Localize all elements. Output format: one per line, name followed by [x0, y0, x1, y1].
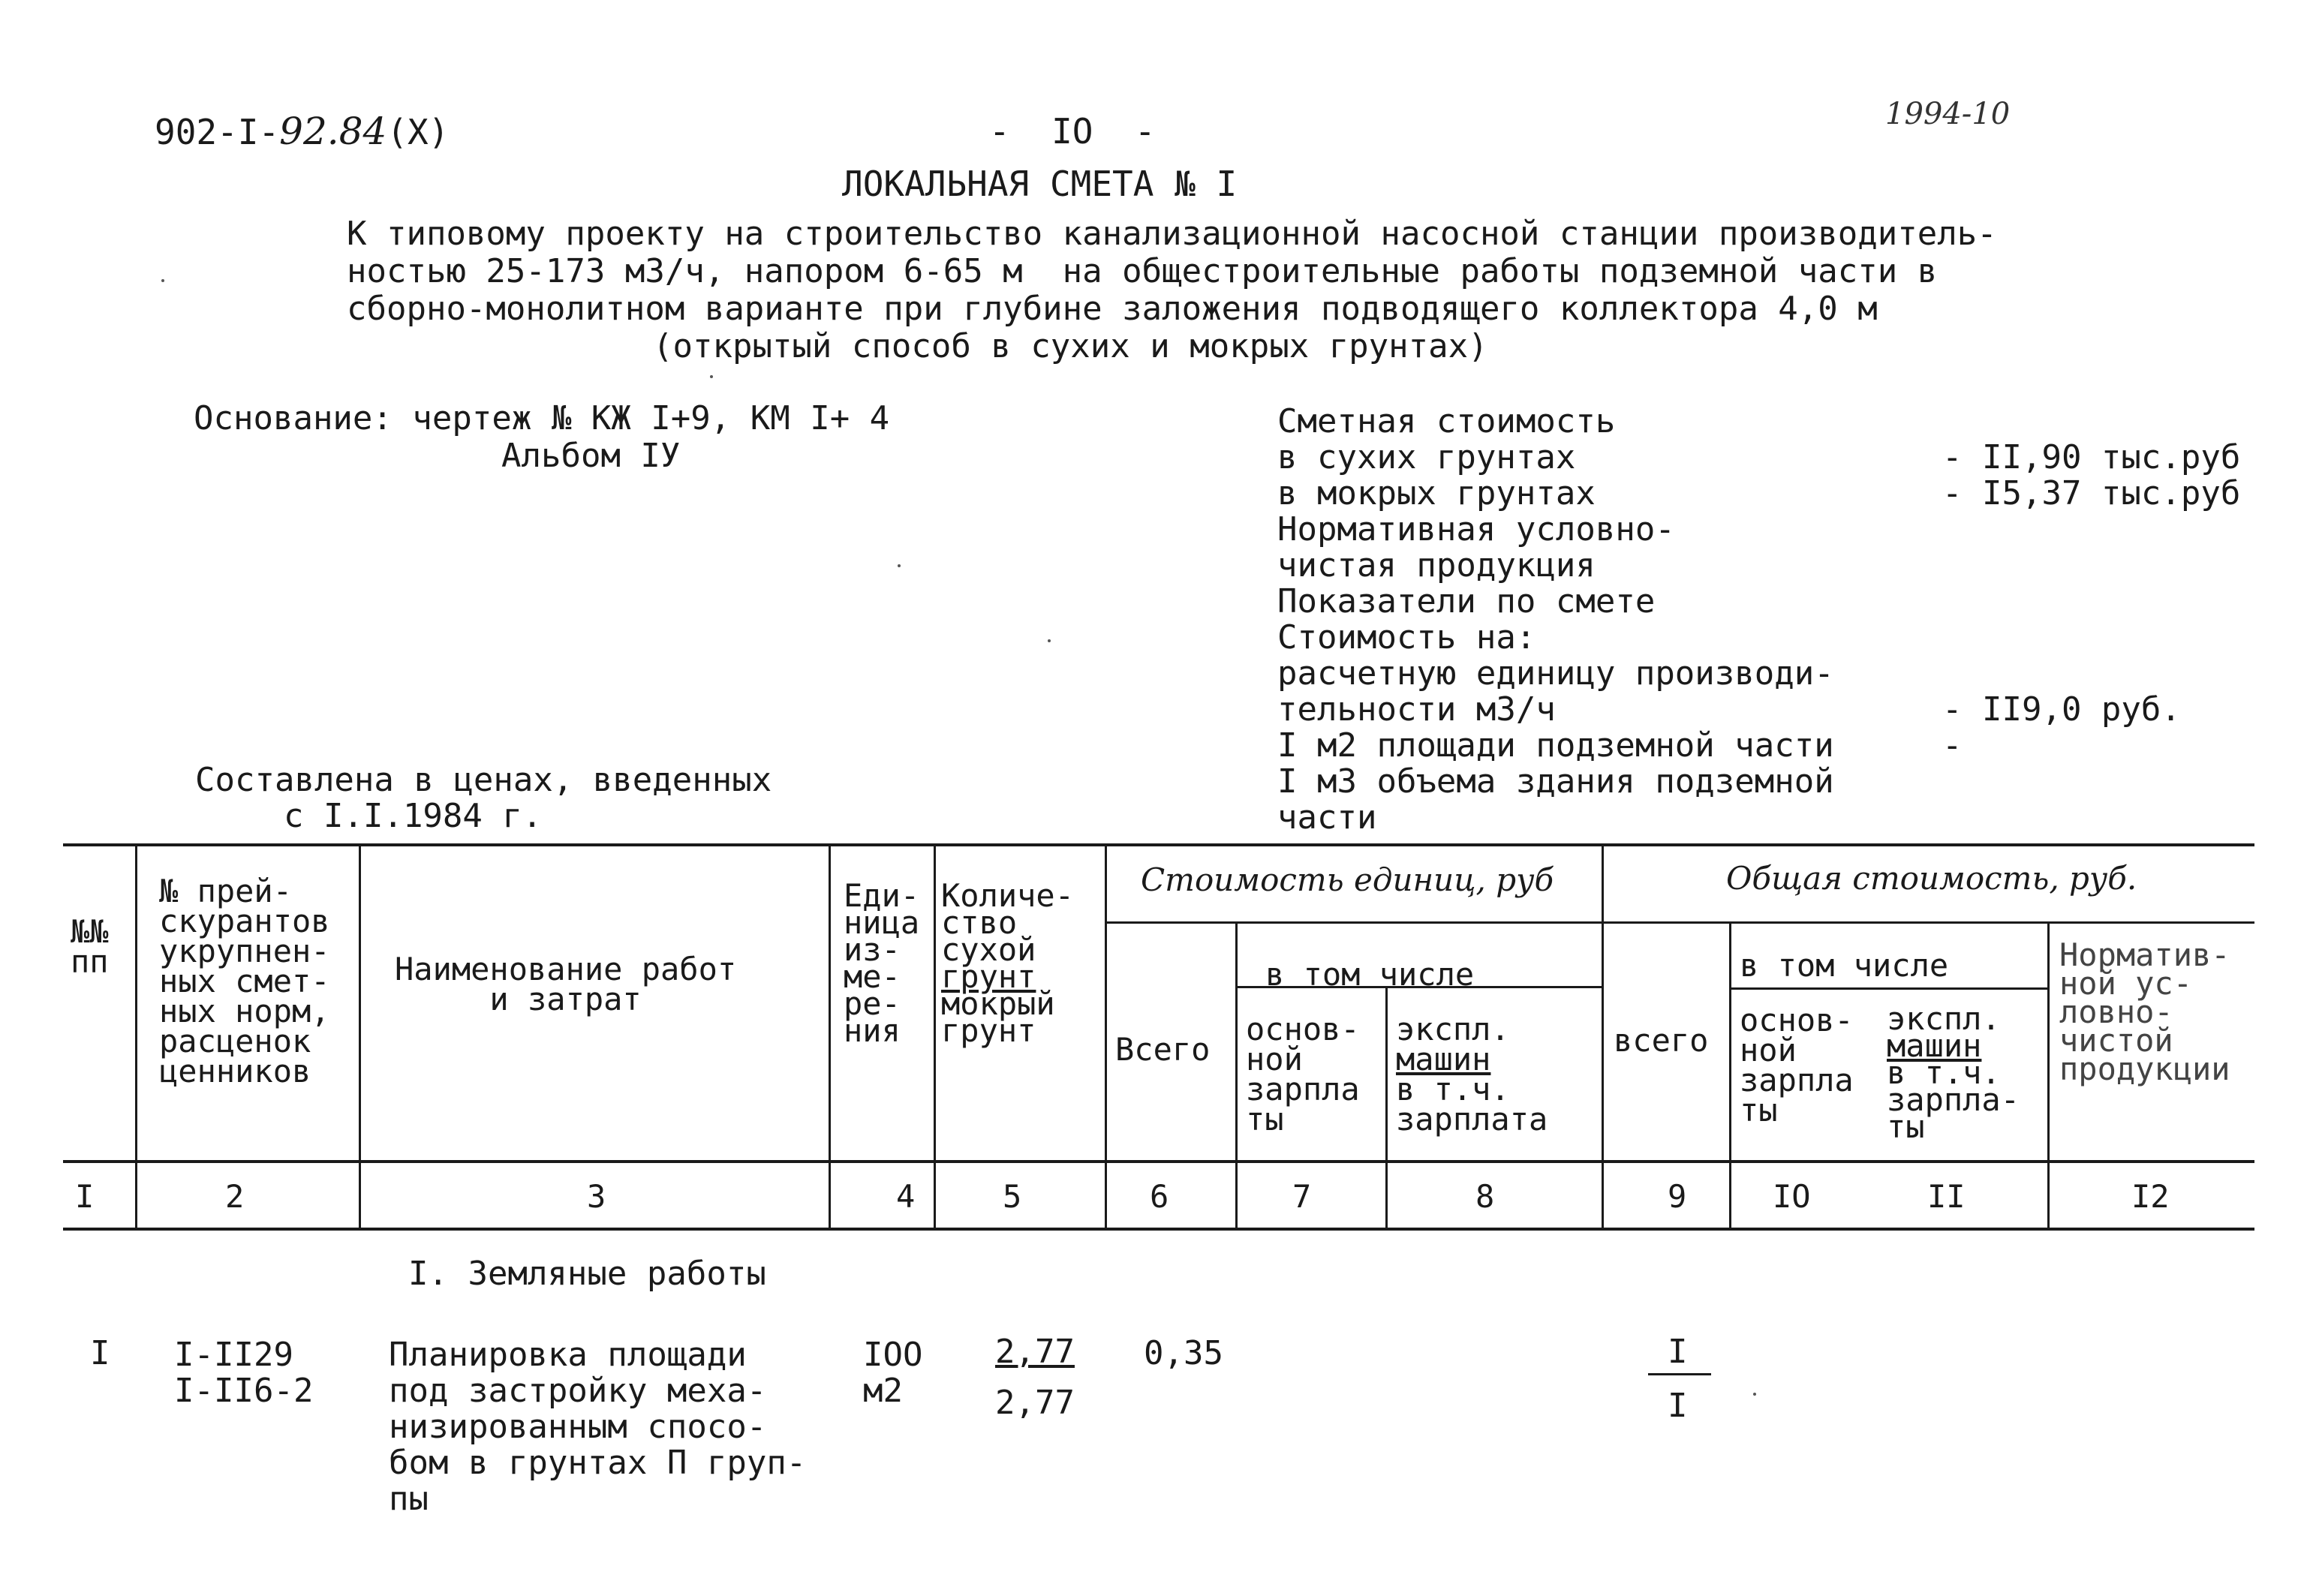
col-number: 5 [1003, 1178, 1022, 1215]
header-total-cost: Общая стоимость, руб. [1726, 860, 2137, 897]
speck [161, 279, 164, 282]
header-unit: Еди- ница из- ме- ре- ния [844, 877, 920, 1049]
cost-info-line: Стоимость на: [1277, 618, 1536, 657]
row-unit: IOO м2 [863, 1336, 923, 1410]
header-base-wage: основ- ной зарпла ты [1246, 1011, 1360, 1138]
header-unit-total: Всего [1115, 1031, 1211, 1068]
header-including-total: в том числе [1740, 947, 1949, 984]
row-codes: I-II29 I-II6-2 [174, 1336, 314, 1410]
header-num: №№ пп [71, 913, 109, 980]
handwritten-stamp: 1994-10 [1885, 97, 2011, 131]
col-number: 4 [896, 1178, 916, 1215]
cost-info-line: Показатели по смете [1277, 582, 1656, 621]
cost-info-line: части [1277, 798, 1377, 837]
area-cost-value: - [1942, 726, 1963, 765]
cost-info-line: расчетную единицу производи- [1277, 654, 1834, 693]
col-number: 8 [1475, 1178, 1495, 1215]
page-number: - IO - [989, 111, 1156, 152]
header-quantity: Количе- ство сухой грунт мокрый грунт [941, 877, 1075, 1049]
unit-cost-value: - II9,0 руб. [1942, 690, 2181, 729]
col-number: II [1927, 1178, 1966, 1215]
cost-info-line: чистая продукция [1277, 546, 1596, 585]
subtitle-line-2: ностью 25-173 м3/ч, напором 6-65 м на общестроительные работы подземной части в [347, 252, 1938, 290]
col-number: 6 [1150, 1178, 1169, 1215]
col-number: 2 [225, 1178, 245, 1215]
col-number: 9 [1668, 1178, 1687, 1215]
header-grand-total: всего [1614, 1022, 1709, 1059]
speck [1048, 639, 1051, 642]
header-total-machine: экспл. машин в т.ч. зарпла- ты [1887, 1000, 2020, 1145]
speck [898, 564, 901, 567]
subtitle-line-3: сборно-монолитном варианте при глубине заложения подводящего коллектора 4,0 м [347, 290, 1878, 328]
row-qty-dry: 2,77 [995, 1333, 1075, 1371]
cost-info-line: в мокрых грунтах [1277, 474, 1596, 512]
cost-info-line: Сметная стоимость [1277, 402, 1616, 440]
basis-line-1: Основание: чертеж № КЖ I+9, КМ I+ 4 [194, 399, 890, 437]
document-code: 902-I-92.84(X) [155, 110, 450, 153]
row-work-name: Планировка площади под застройку меха- низированным спосо- бом в грунтах П груп- пы [389, 1336, 807, 1518]
header-machine-costs: экспл. машин в т.ч. зарплата [1396, 1011, 1548, 1138]
col-number: 3 [587, 1178, 606, 1215]
cost-info-line: I м2 площади подземной части [1277, 726, 1834, 765]
speck [710, 375, 713, 378]
section-title: I. Земляные работы [408, 1255, 766, 1293]
subtitle-line-1: К типовому проекту на строительство канализационной насосной станции производитель- [347, 215, 1997, 253]
cost-info-line: тельности м3/ч [1277, 690, 1556, 729]
speck [1753, 1393, 1756, 1396]
header-price-lists: № прей- скурантов укрупнен- ных смет- ных норм, расценок ценников [159, 873, 330, 1090]
row-number: I [90, 1334, 110, 1372]
cost-info-line: в сухих грунтах [1277, 438, 1576, 476]
dry-soil-cost-value: - II,90 тыс.руб [1942, 438, 2241, 476]
basis-line-2: Альбом IУ [501, 437, 681, 475]
cost-info-line: Нормативная условно- [1277, 510, 1675, 549]
prices-line-2: с I.I.1984 г. [284, 797, 543, 835]
row-qty-wet: 2,77 [995, 1384, 1075, 1422]
header-unit-cost: Стоимость единиц, руб [1141, 861, 1554, 898]
col-number: I2 [2131, 1178, 2170, 1215]
col-number: I [75, 1178, 95, 1215]
prices-line-1: Составлена в ценах, введенных [195, 761, 772, 799]
header-net-product: Норматив- ной ус- ловно- чистой продукции [2059, 936, 2230, 1087]
cost-info-line: I м3 объема здания подземной [1277, 762, 1834, 801]
header-work-name: Наименование работ и затрат [395, 951, 737, 1017]
subtitle-line-4: (открытый способ в сухих и мокрых грунтах) [653, 327, 1488, 365]
row-unit-cost: 0,35 [1144, 1334, 1223, 1372]
header-including-unit: в том числе [1265, 956, 1475, 993]
page-title: ЛОКАЛЬНАЯ СМЕТА № I [842, 164, 1238, 204]
row-total-bottom: I [1668, 1387, 1688, 1425]
col-number: 7 [1292, 1178, 1312, 1215]
row-total-top: I [1668, 1333, 1688, 1371]
header-total-base-wage: основ- ной зарпла ты [1740, 1002, 1854, 1129]
col-number: IO [1773, 1178, 1811, 1215]
wet-soil-cost-value: - I5,37 тыс.руб [1942, 474, 2241, 512]
fraction-line [1648, 1373, 1711, 1375]
